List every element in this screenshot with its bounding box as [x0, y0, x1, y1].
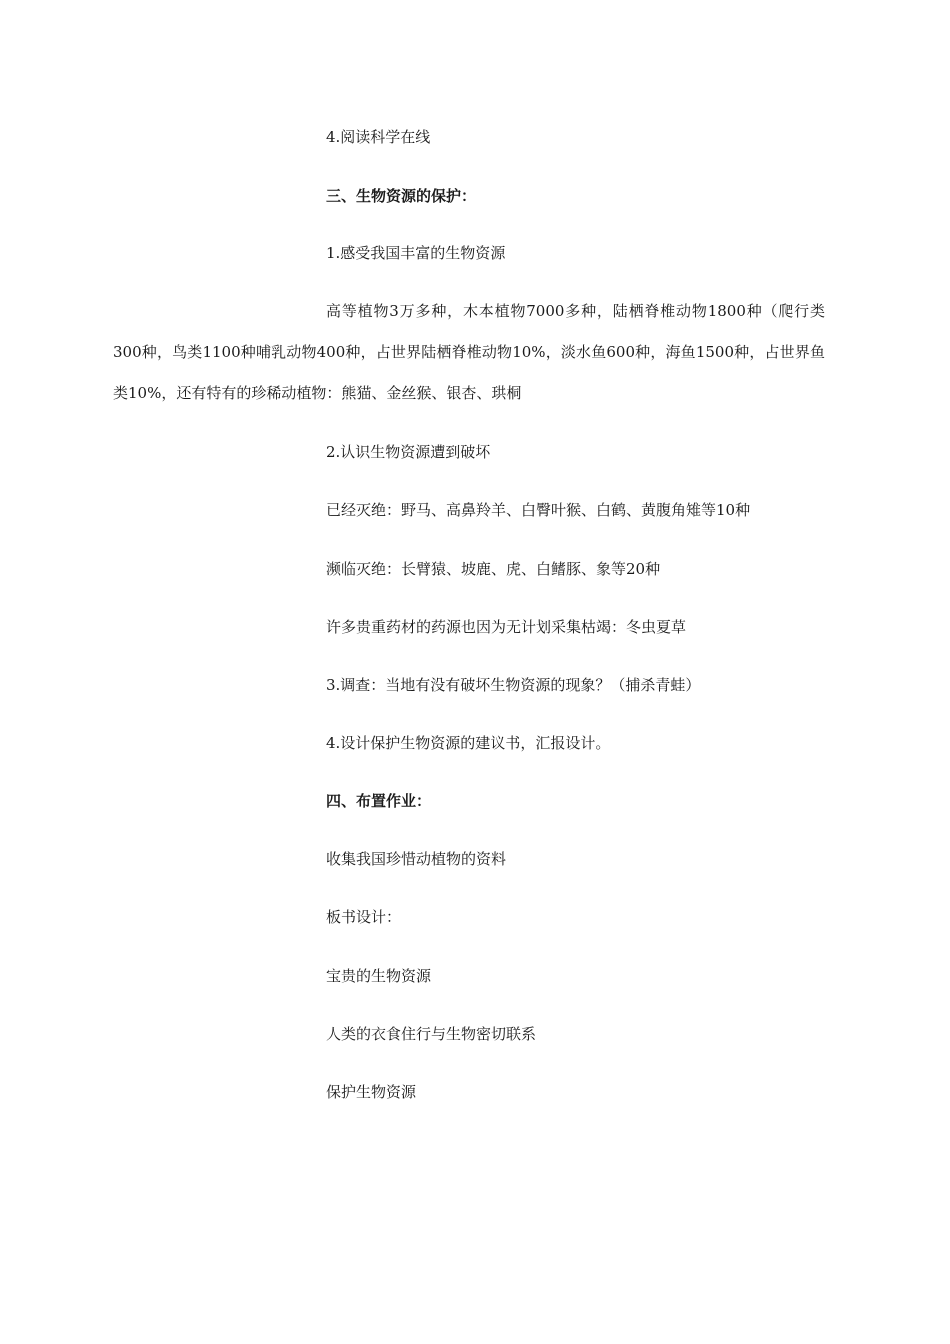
board-item-2: 人类的衣食住行与生物密切联系	[326, 1025, 537, 1043]
subheading-2: 2.认识生物资源遭到破坏	[326, 443, 491, 461]
board-design-label: 板书设计：	[326, 908, 402, 926]
subheading-1: 1.感受我国丰富的生物资源	[326, 244, 506, 262]
endangered-species: 濒临灭绝：长臂猿、坡鹿、虎、白鳍豚、象等20种	[326, 560, 661, 578]
section-heading-4: 四、布置作业：	[326, 792, 432, 810]
extinct-species: 已经灭绝：野马、高鼻羚羊、白臀叶猴、白鹤、黄腹角雉等10种	[326, 501, 751, 519]
medicinal-herbs: 许多贵重药材的药源也因为无计划采集枯竭：冬虫夏草	[326, 618, 687, 636]
subheading-4: 4.设计保护生物资源的建议书，汇报设计。	[326, 734, 611, 752]
homework: 收集我国珍惜动植物的资料	[326, 850, 507, 868]
paragraph-resources: 高等植物3万多种，木本植物7000多种，陆栖脊椎动物1800种（爬行类300种，鸟类1100种哺乳动物400种，占世界陆栖脊椎动物10%，淡水鱼600种，海鱼1500种，占世界鱼类10%，还有特有的珍稀动植物：熊猫、金丝猴、银杏、珙桐	[113, 302, 825, 402]
section-heading-3: 三、生物资源的保护：	[326, 187, 477, 205]
board-item-3: 保护生物资源	[326, 1083, 417, 1101]
board-item-1: 宝贵的生物资源	[326, 967, 432, 985]
item-read-science-online: 4.阅读科学在线	[326, 128, 431, 146]
subheading-3: 3.调查：当地有没有破坏生物资源的现象？（捕杀青蛙）	[326, 676, 701, 694]
